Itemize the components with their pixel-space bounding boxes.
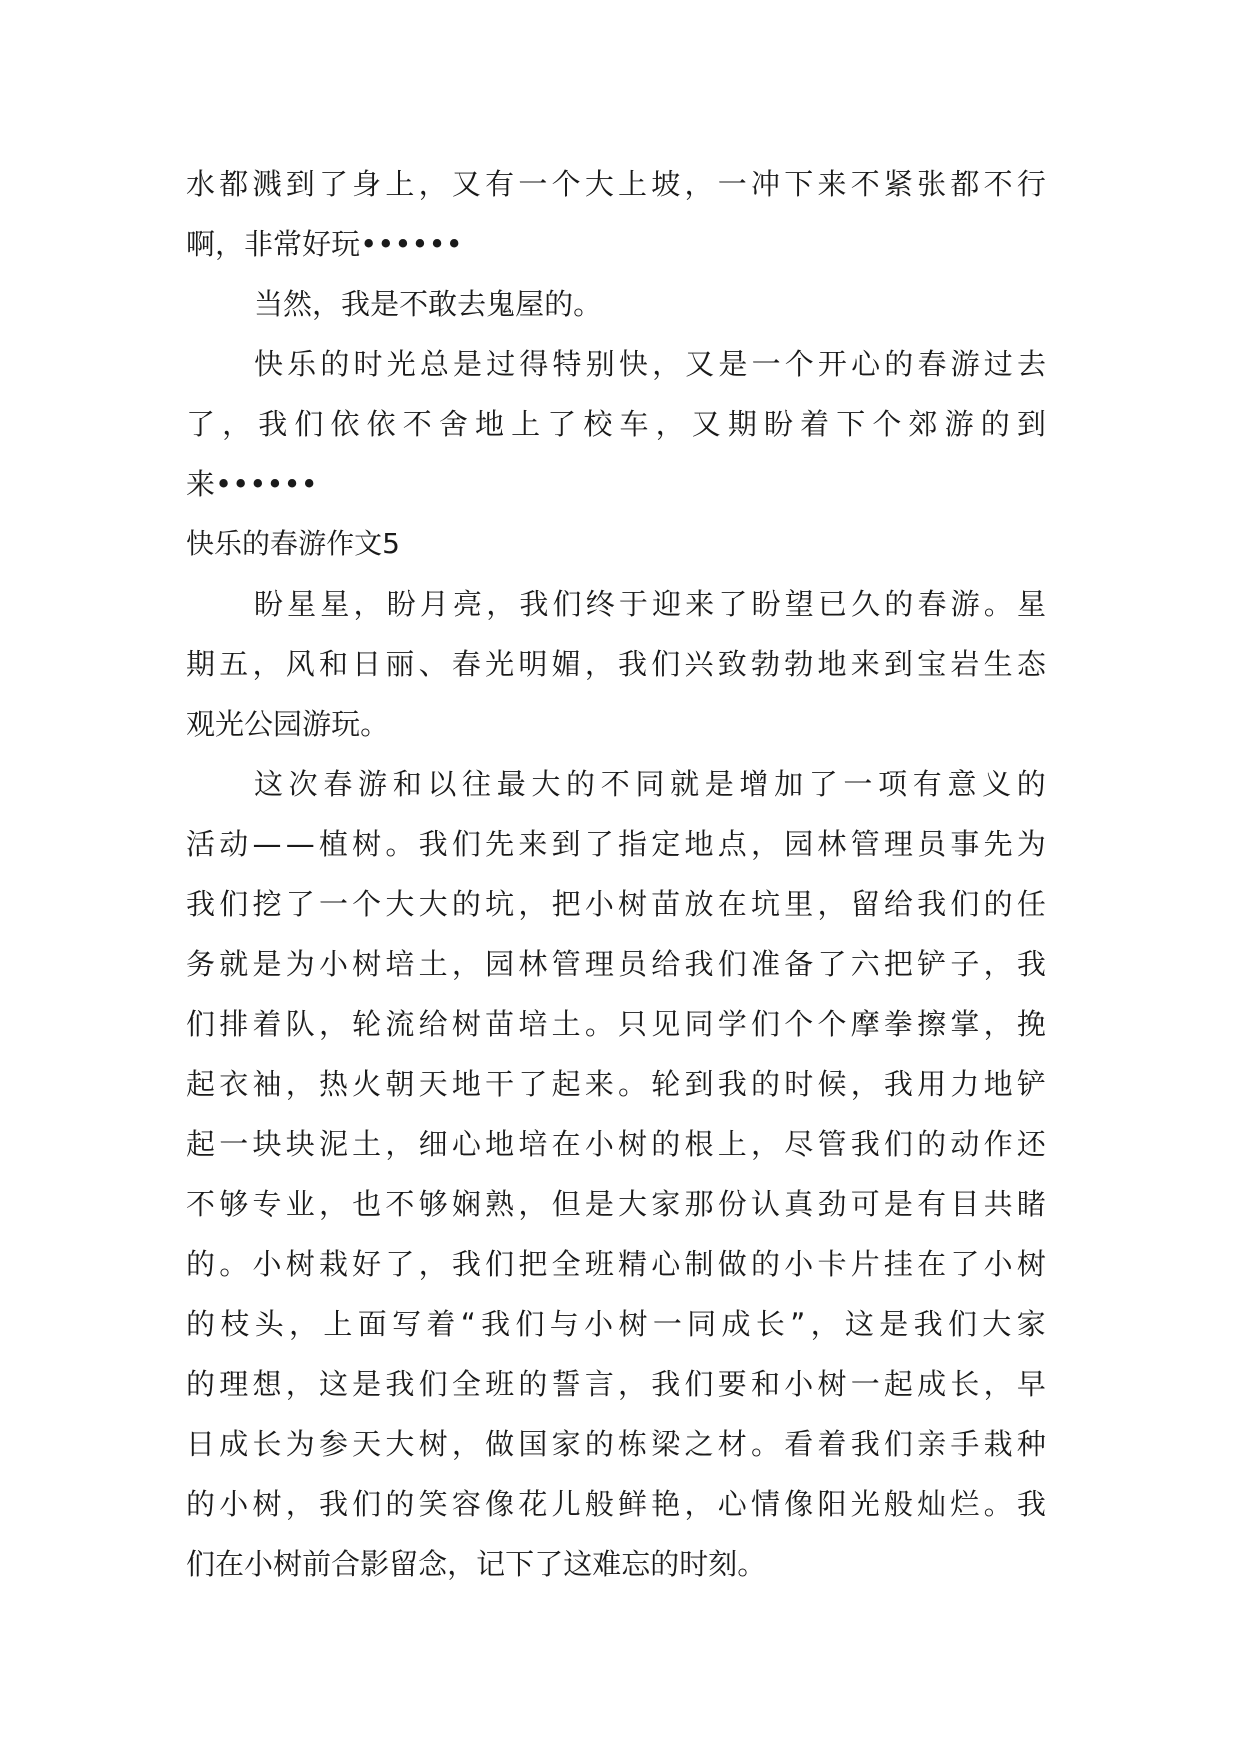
text-line: 我 们 挖 了 一 个 大 大 的 坑 ， 把 小 树 苗 放 在 坑 里 ， 留 给 我 们 的 任: [186, 887, 1046, 921]
text-line: 盼 星 星 ， 盼 月 亮 ， 我 们 终 于 迎 来 了 盼 望 已 久 的 春 游 。 星: [254, 587, 1046, 621]
text-line: 的 小 树 ， 我 们 的 笑 容 像 花 儿 般 鲜 艳 ， 心 情 像 阳 光 般 灿 烂 。 我: [186, 1487, 1046, 1521]
text-line: 不 够 专 业 ， 也 不 够 娴 熟 ， 但 是 大 家 那 份 认 真 劲 可 是 有 目 共 睹: [186, 1187, 1046, 1221]
text-line: 观 光 公 园 游 玩 。: [186, 707, 390, 741]
text-line: 了 ， 我 们 依 依 不 舍 地 上 了 校 车 ， 又 期 盼 着 下 个 郊 游 的 到: [186, 407, 1046, 441]
text-line: 务 就 是 为 小 树 培 土 ， 园 林 管 理 员 给 我 们 准 备 了 六 把 铲 子 ， 我: [186, 947, 1046, 981]
text-line: 起 一 块 块 泥 土 ， 细 心 地 培 在 小 树 的 根 上 ， 尽 管 我 们 的 动 作 还: [186, 1127, 1046, 1161]
text-line: 起 衣 袖 ， 热 火 朝 天 地 干 了 起 来 。 轮 到 我 的 时 候 ， 我 用 力 地 铲: [186, 1067, 1046, 1101]
text-line: 日 成 长 为 参 天 大 树 ， 做 国 家 的 栋 梁 之 材 。 看 着 我 们 亲 手 栽 种: [186, 1427, 1046, 1461]
text-line: 期 五 ， 风 和 日 丽 、 春 光 明 媚 ， 我 们 兴 致 勃 勃 地 来 到 宝 岩 生 态: [186, 647, 1046, 681]
text-line: 这 次 春 游 和 以 往 最 大 的 不 同 就 是 增 加 了 一 项 有 意 义 的: [254, 767, 1046, 801]
text-line: 活 动 — — 植 树 。 我 们 先 来 到 了 指 定 地 点 ， 园 林 管 理 员 事 先 为: [186, 827, 1046, 861]
text-line: 当 然 ， 我 是 不 敢 去 鬼 屋 的 。: [254, 287, 603, 321]
text-line: 们 排 着 队 ， 轮 流 给 树 苗 培 土 。 只 见 同 学 们 个 个 摩 拳 擦 掌 ， 挽: [186, 1007, 1046, 1041]
text-line: 啊 ， 非 常 好 玩 • • • • • •: [186, 227, 463, 261]
text-line: 的 理 想 ， 这 是 我 们 全 班 的 誓 言 ， 我 们 要 和 小 树 一 起 成 长 ， 早: [186, 1367, 1046, 1401]
text-line: 水 都 溅 到 了 身 上 ， 又 有 一 个 大 上 坡 ， 一 冲 下 来 不 紧 张 都 不 行: [186, 167, 1046, 201]
text-line: 来 • • • • • •: [186, 467, 318, 501]
text-line: 们 在 小 树 前 合 影 留 念 ， 记 下 了 这 难 忘 的 时 刻 。: [186, 1547, 767, 1581]
text-line: 的 枝 头 ， 上 面 写 着 “ 我 们 与 小 树 一 同 成 长 ” ， 这 是 我 们 大 家: [186, 1307, 1046, 1341]
section-title: 快 乐 的 春 游 作 文 5: [186, 527, 400, 560]
text-line: 的 。 小 树 栽 好 了 ， 我 们 把 全 班 精 心 制 做 的 小 卡 片 挂 在 了 小 树: [186, 1247, 1046, 1281]
text-line: 快 乐 的 时 光 总 是 过 得 特 别 快 ， 又 是 一 个 开 心 的 春 游 过 去: [254, 347, 1046, 381]
